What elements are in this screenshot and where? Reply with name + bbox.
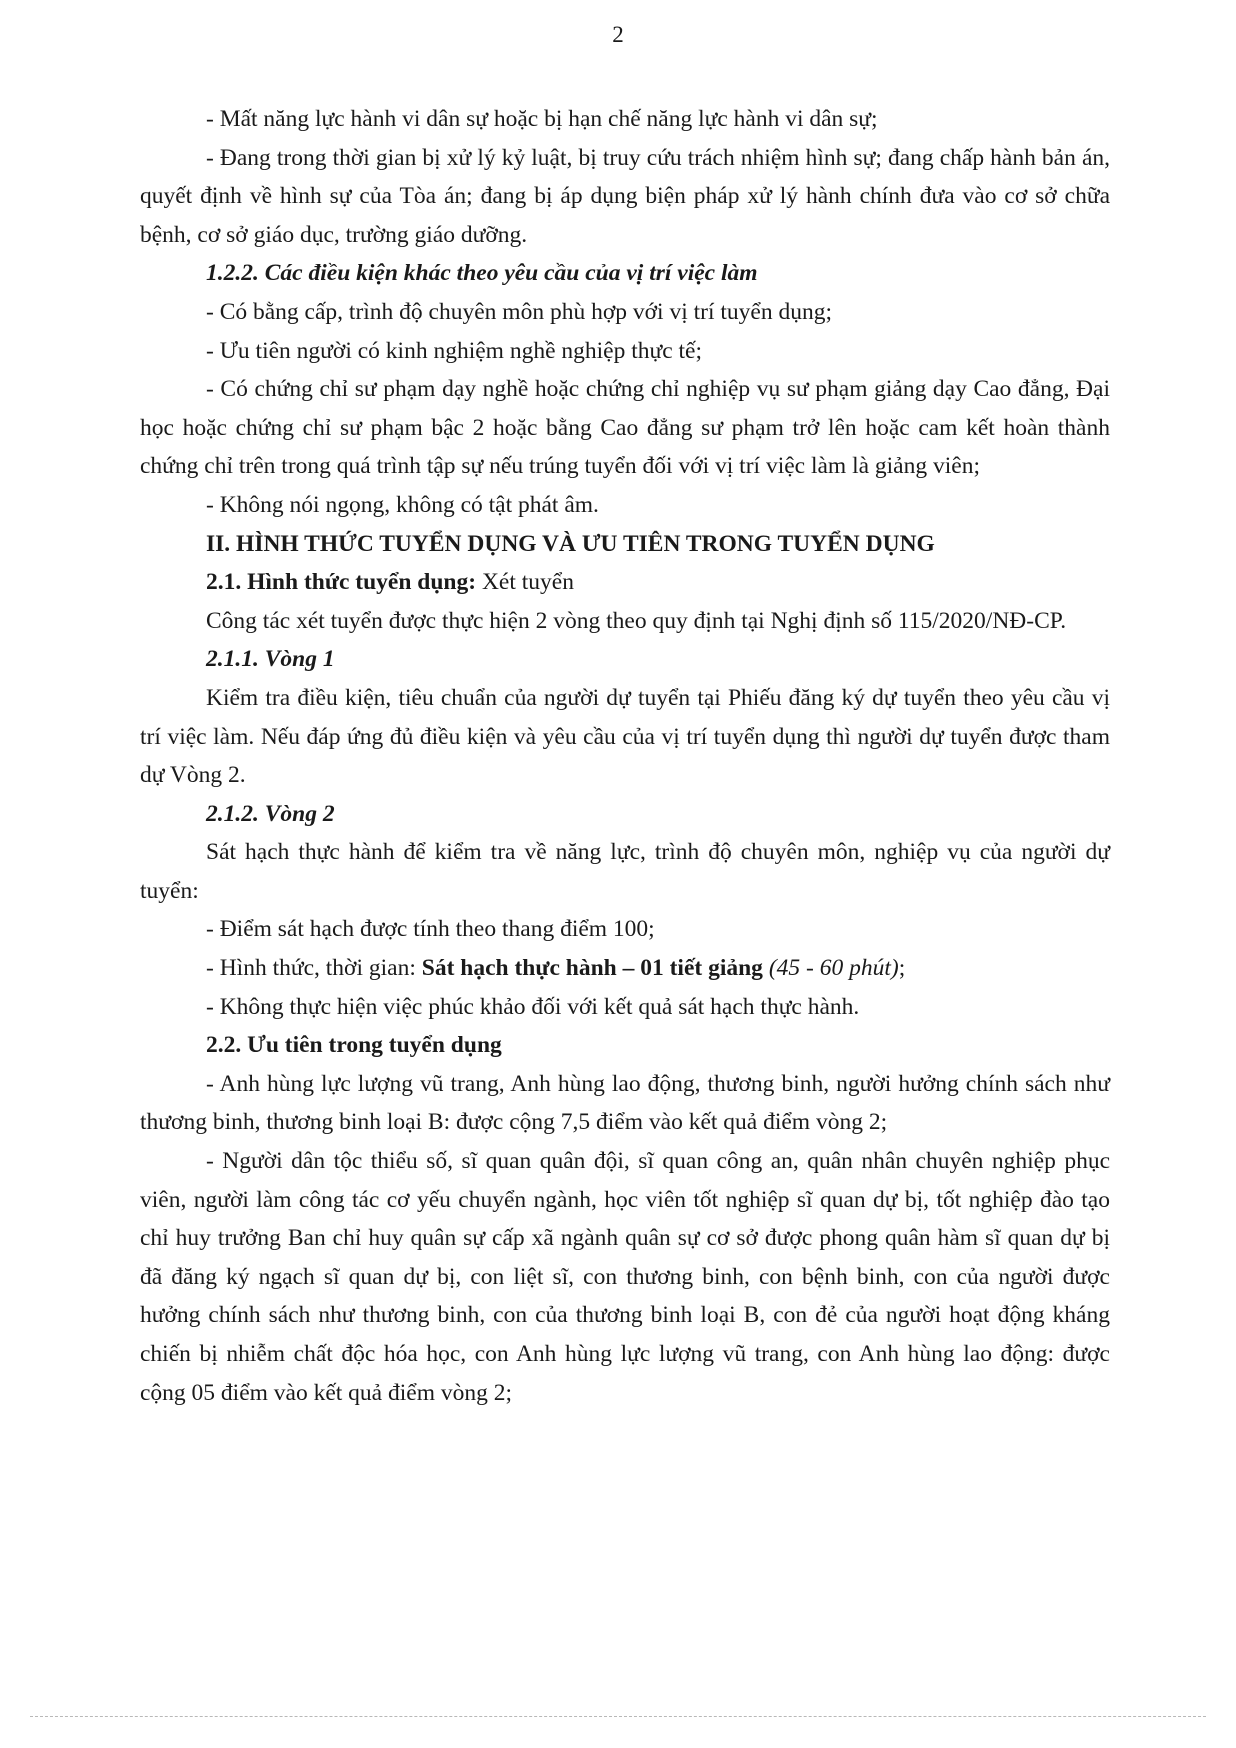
paragraph: Công tác xét tuyển được thực hiện 2 vòng theo quy định tại Nghị định số 115/2020/NĐ-CP. bbox=[206, 607, 1067, 634]
page-number: 2 bbox=[612, 22, 624, 47]
text-run: - Hình thức, thời gian: bbox=[206, 955, 422, 982]
paragraph: - Đang trong thời gian bị xử lý kỷ luật, bị truy cứu trách nhiệm hình sự; đang chấp hành bản án, quyết định về hình sự của Tòa án; đang bị áp dụng biện pháp xử lý hành chính đưa vào cơ sở chữa bệnh, cơ sở giáo dục, trường giáo dưỡng. bbox=[140, 144, 1110, 248]
document-body bbox=[140, 100, 1110, 1412]
section-heading-2: II. HÌNH THỨC TUYỂN DỤNG VÀ ƯU TIÊN TRONG TUYỂN DỤNG bbox=[206, 530, 935, 557]
paragraph bbox=[140, 949, 1110, 988]
section-heading-2-1-2: 2.1.2. Vòng 2 bbox=[206, 800, 335, 827]
section-heading-2-1 bbox=[140, 563, 1110, 602]
heading-value: Xét tuyển bbox=[476, 569, 574, 596]
heading-label: 2.1. Hình thức tuyển dụng: bbox=[206, 569, 477, 596]
paragraph: - Ưu tiên người có kinh nghiệm nghề nghiệp thực tế; bbox=[206, 337, 703, 364]
paragraph: - Người dân tộc thiểu số, sĩ quan quân đội, sĩ quan công an, quân nhân chuyên nghiệp phục viên, người làm công tác cơ yếu chuyển ngành, học viên tốt nghiệp sĩ quan dự bị, tốt nghiệp đào tạo chỉ huy trưởng Ban chỉ huy quân sự cấp xã ngành quân sự cơ sở được phong quân hàm sĩ quan dự bị đã đăng ký ngạch sĩ quan dự bị, con liệt sĩ, con thương binh, con bệnh binh, con của người được hưởng chính sách như thương binh, con của thương binh loại B, con đẻ của người hoạt động kháng chiến bị nhiễm chất độc hóa học, con Anh hùng lực lượng vũ trang, con Anh hùng lao động: được cộng 05 điểm vào kết quả điểm vòng 2; bbox=[140, 1148, 1110, 1406]
paragraph: - Có bằng cấp, trình độ chuyên môn phù hợp với vị trí tuyển dụng; bbox=[206, 298, 832, 325]
paragraph: Sát hạch thực hành để kiểm tra về năng lực, trình độ chuyên môn, nghiệp vụ của người dự tuyển: bbox=[140, 839, 1110, 904]
paragraph: - Không nói ngọng, không có tật phát âm. bbox=[206, 491, 599, 518]
paragraph: - Anh hùng lực lượng vũ trang, Anh hùng lao động, thương binh, người hưởng chính sách như thương binh, thương binh loại B: được cộng 7,5 điểm vào kết quả điểm vòng 2; bbox=[140, 1070, 1110, 1136]
footer-divider bbox=[30, 1716, 1206, 1717]
section-heading-1-2-2: 1.2.2. Các điều kiện khác theo yêu cầu của vị trí việc làm bbox=[206, 260, 758, 287]
text-run: ; bbox=[898, 955, 906, 982]
italic-text-run: (45 - 60 phút) bbox=[762, 955, 899, 982]
section-heading-2-1-1: 2.1.1. Vòng 1 bbox=[206, 646, 335, 673]
paragraph: Kiểm tra điều kiện, tiêu chuẩn của người dự tuyển tại Phiếu đăng ký dự tuyển theo yêu cầu vị trí việc làm. Nếu đáp ứng đủ điều kiện và yêu cầu của vị trí tuyển dụng thì người dự tuyển được tham dự Vòng 2. bbox=[140, 684, 1110, 789]
bold-text-run: Sát hạch thực hành – 01 tiết giảng bbox=[421, 955, 763, 982]
section-heading-2-2: 2.2. Ưu tiên trong tuyển dụng bbox=[206, 1032, 502, 1059]
paragraph: - Điểm sát hạch được tính theo thang điểm 100; bbox=[206, 916, 655, 943]
paragraph: - Mất năng lực hành vi dân sự hoặc bị hạn chế năng lực hành vi dân sự; bbox=[206, 106, 878, 132]
paragraph: - Có chứng chỉ sư phạm dạy nghề hoặc chứng chỉ nghiệp vụ sư phạm giảng dạy Cao đẳng, Đại học hoặc chứng chỉ sư phạm bậc 2 hoặc bằng Cao đẳng sư phạm trở lên hoặc cam kết hoàn thành chứng chỉ trên trong quá trình tập sự nếu trúng tuyển đối với vị trí việc làm là giảng viên; bbox=[140, 376, 1110, 480]
paragraph: - Không thực hiện việc phúc khảo đối với kết quả sát hạch thực hành. bbox=[206, 993, 860, 1020]
